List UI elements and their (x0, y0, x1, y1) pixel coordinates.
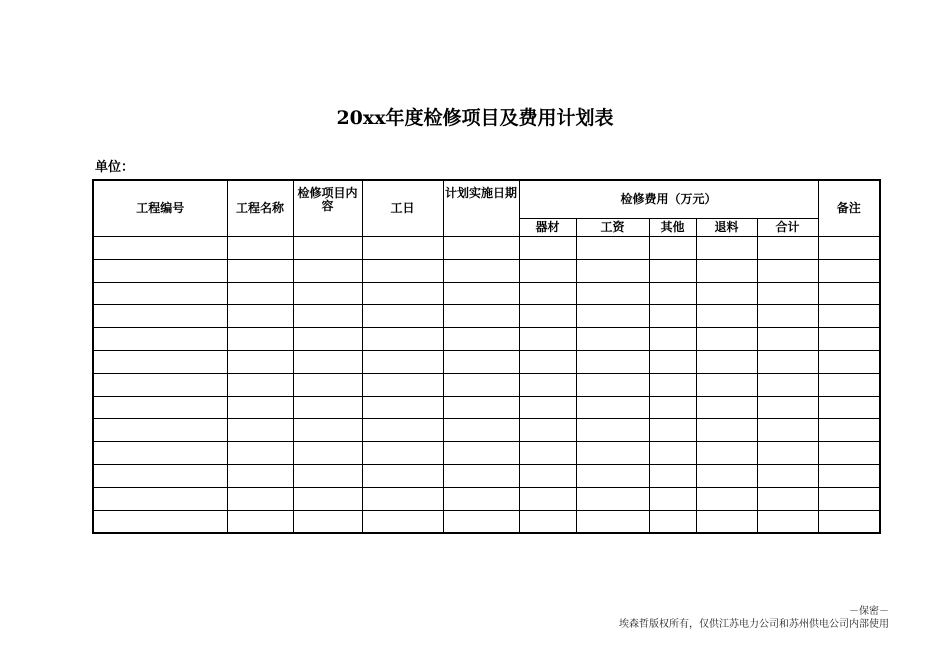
table-cell (293, 464, 362, 487)
table-cell (696, 396, 757, 419)
table-cell (227, 282, 293, 305)
table-cell (93, 419, 227, 442)
header-cost-materials: 器材 (519, 219, 576, 237)
table-row (93, 305, 880, 328)
table-cell (293, 442, 362, 465)
table-cell (757, 510, 818, 533)
table-cell (93, 305, 227, 328)
table-cell (362, 305, 443, 328)
table-cell (93, 510, 227, 533)
table-row (93, 237, 880, 260)
table-cell (818, 305, 880, 328)
table-cell (443, 442, 519, 465)
table-cell (696, 487, 757, 510)
table-cell (757, 305, 818, 328)
table-cell (93, 282, 227, 305)
table-cell (519, 305, 576, 328)
table-cell (362, 419, 443, 442)
table-cell (519, 350, 576, 373)
table-cell (818, 350, 880, 373)
header-cost-total: 合计 (757, 219, 818, 237)
table-cell (362, 487, 443, 510)
header-content: 检修项目内容 (293, 180, 362, 237)
page-title: 20xx年度检修项目及费用计划表 (336, 107, 614, 129)
table-cell (696, 419, 757, 442)
table-cell (757, 237, 818, 260)
table-cell (757, 259, 818, 282)
table-cell (519, 373, 576, 396)
table-cell (293, 510, 362, 533)
table-cell (696, 328, 757, 351)
table-cell (696, 373, 757, 396)
table-cell (576, 305, 649, 328)
table-cell (362, 237, 443, 260)
table-cell (519, 396, 576, 419)
table-cell (818, 259, 880, 282)
unit-label: 单位： (95, 160, 135, 175)
table-cell (696, 237, 757, 260)
table-cell (293, 350, 362, 373)
table-cell (519, 237, 576, 260)
table-cell (93, 350, 227, 373)
table-cell (649, 237, 696, 260)
table-cell (293, 396, 362, 419)
table-cell (443, 305, 519, 328)
table-cell (443, 510, 519, 533)
table-cell (519, 510, 576, 533)
table-cell (696, 305, 757, 328)
table-cell (818, 487, 880, 510)
table-cell (227, 259, 293, 282)
table-cell (519, 442, 576, 465)
table-cell (649, 487, 696, 510)
table-row (93, 282, 880, 305)
header-cost-wages: 工资 (576, 219, 649, 237)
table-cell (93, 487, 227, 510)
table-cell (696, 350, 757, 373)
table-cell (576, 350, 649, 373)
table-cell (227, 419, 293, 442)
table-cell (757, 442, 818, 465)
table-cell (649, 373, 696, 396)
table-cell (576, 373, 649, 396)
table-cell (519, 259, 576, 282)
table-cell (757, 282, 818, 305)
header-cost-group: 检修费用（万元） (519, 180, 818, 219)
table-cell (443, 487, 519, 510)
table-cell (818, 373, 880, 396)
table-cell (293, 328, 362, 351)
table-cell (293, 237, 362, 260)
table-cell (443, 373, 519, 396)
table-cell (696, 510, 757, 533)
table-cell (293, 282, 362, 305)
table-cell (227, 442, 293, 465)
table-cell (519, 464, 576, 487)
table-cell (519, 419, 576, 442)
table-cell (576, 328, 649, 351)
table-cell (93, 464, 227, 487)
confidential-mark: －保密－ (849, 606, 889, 617)
table-cell (443, 396, 519, 419)
table-cell (519, 282, 576, 305)
table-cell (696, 282, 757, 305)
table-row (93, 487, 880, 510)
table-cell (576, 282, 649, 305)
table-cell (227, 237, 293, 260)
header-project-name: 工程名称 (227, 180, 293, 237)
table-cell (576, 510, 649, 533)
table-cell (649, 510, 696, 533)
table-cell (576, 396, 649, 419)
table-row (93, 373, 880, 396)
table-row (93, 396, 880, 419)
table-cell (649, 328, 696, 351)
table-cell (443, 282, 519, 305)
table-cell (757, 396, 818, 419)
table-cell (818, 328, 880, 351)
header-cost-returns: 退料 (696, 219, 757, 237)
table-cell (293, 259, 362, 282)
table-cell (649, 396, 696, 419)
plan-table (92, 179, 881, 534)
header-project-no: 工程编号 (93, 180, 227, 237)
table-cell (818, 396, 880, 419)
table-cell (649, 305, 696, 328)
table-cell (443, 350, 519, 373)
table-cell (362, 259, 443, 282)
table-cell (696, 259, 757, 282)
table-cell (227, 328, 293, 351)
table-cell (443, 419, 519, 442)
table-row (93, 464, 880, 487)
table-cell (362, 442, 443, 465)
header-workday: 工日 (362, 180, 443, 237)
table-cell (757, 373, 818, 396)
table-cell (818, 282, 880, 305)
table-cell (443, 237, 519, 260)
table-cell (362, 328, 443, 351)
table-cell (818, 419, 880, 442)
table-cell (93, 396, 227, 419)
table-cell (93, 237, 227, 260)
table-cell (227, 373, 293, 396)
table-cell (93, 259, 227, 282)
table-cell (818, 510, 880, 533)
table-cell (757, 419, 818, 442)
table-cell (519, 487, 576, 510)
table-cell (227, 464, 293, 487)
table-cell (576, 419, 649, 442)
header-remark: 备注 (818, 180, 880, 237)
table-cell (696, 464, 757, 487)
table-cell (93, 442, 227, 465)
table-row (93, 442, 880, 465)
header-cost-other: 其他 (649, 219, 696, 237)
table-cell (649, 419, 696, 442)
table-cell (757, 487, 818, 510)
table-cell (818, 237, 880, 260)
table-cell (227, 487, 293, 510)
table-cell (576, 442, 649, 465)
table-cell (227, 305, 293, 328)
table-cell (649, 259, 696, 282)
table-cell (362, 350, 443, 373)
table-cell (93, 328, 227, 351)
table-cell (443, 259, 519, 282)
table-row (93, 510, 880, 533)
table-cell (227, 396, 293, 419)
table-cell (362, 464, 443, 487)
table-cell (757, 464, 818, 487)
table-cell (227, 510, 293, 533)
table-cell (818, 442, 880, 465)
table-cell (362, 282, 443, 305)
table-cell (519, 328, 576, 351)
table-cell (362, 396, 443, 419)
table-row (93, 350, 880, 373)
table-cell (93, 373, 227, 396)
table-cell (818, 464, 880, 487)
table-cell (649, 350, 696, 373)
table-cell (757, 328, 818, 351)
table-cell (696, 442, 757, 465)
table-cell (649, 464, 696, 487)
table-cell (649, 442, 696, 465)
copyright-notice: 埃森哲版权所有，仅供江苏电力公司和苏州供电公司内部使用 (619, 619, 889, 630)
table-cell (576, 487, 649, 510)
table-cell (227, 350, 293, 373)
table-row (93, 259, 880, 282)
table-cell (576, 237, 649, 260)
table-cell (576, 259, 649, 282)
table-cell (443, 464, 519, 487)
table-cell (293, 305, 362, 328)
table-cell (362, 510, 443, 533)
table-cell (293, 487, 362, 510)
table-cell (649, 282, 696, 305)
table-cell (362, 373, 443, 396)
table-row (93, 328, 880, 351)
table-cell (293, 373, 362, 396)
header-plan-date: 计划实施日期 (443, 180, 519, 237)
table-cell (576, 464, 649, 487)
table-row (93, 419, 880, 442)
table-cell (293, 419, 362, 442)
plan-table-body (93, 237, 880, 534)
table-cell (757, 350, 818, 373)
table-cell (443, 328, 519, 351)
